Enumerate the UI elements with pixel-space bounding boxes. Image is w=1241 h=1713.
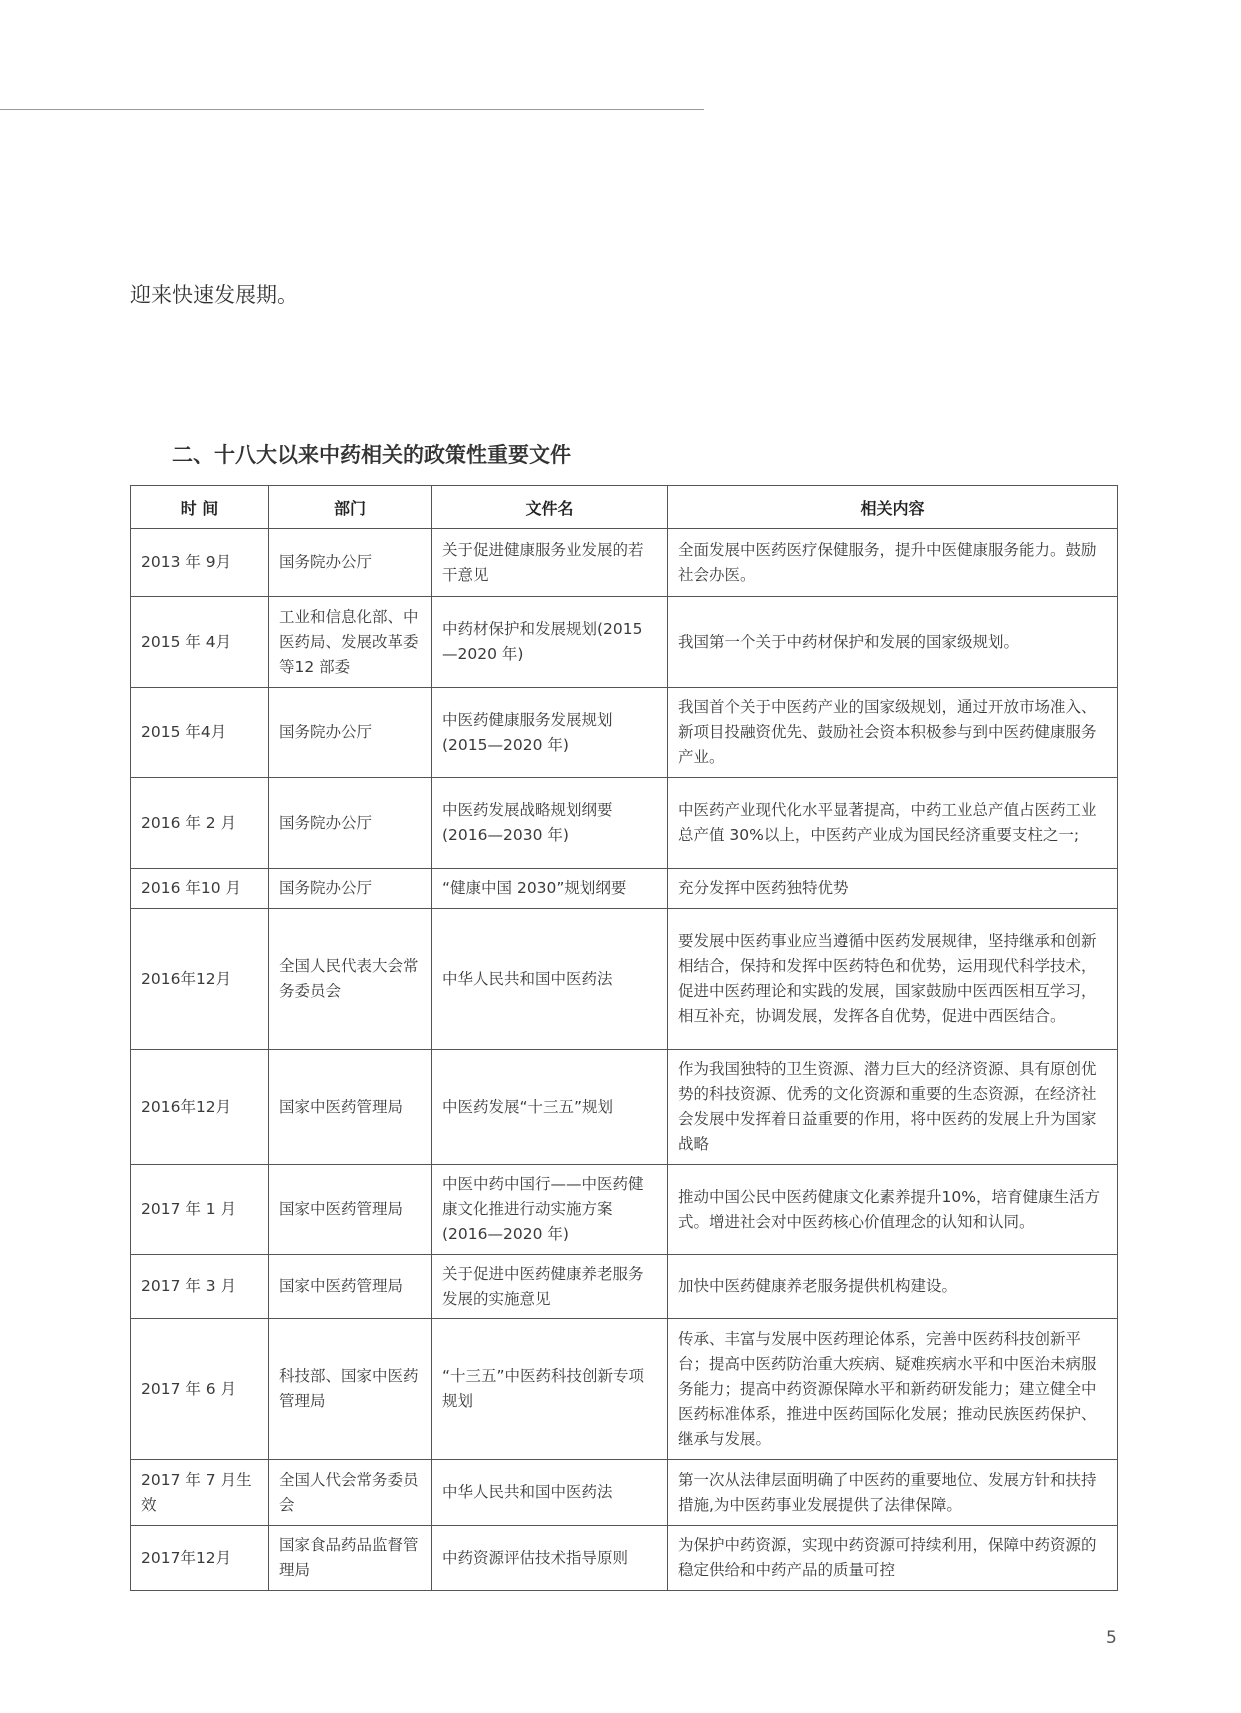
cell-department: 国务院办公厅 (269, 869, 432, 909)
table-row (131, 529, 1118, 597)
cell-document: “健康中国 2030”规划纲要 (432, 869, 668, 909)
cell-content: 我国首个关于中医药产业的国家级规划，通过开放市场准入、新项目投融资优先、鼓励社会资本积极参与到中医药健康服务产业。 (668, 688, 1118, 778)
cell-document: 中华人民共和国中医药法 (432, 1460, 668, 1526)
lead-paragraph: 迎来快速发展期。 (130, 283, 298, 307)
cell-department: 工业和信息化部、中医药局、发展改革委等12 部委 (269, 597, 432, 688)
cell-time: 2016 年10 月 (131, 869, 269, 909)
cell-department: 国务院办公厅 (269, 529, 432, 597)
policy-table (130, 485, 1118, 1591)
header-rule (0, 109, 704, 110)
cell-document: 中医中药中国行——中医药健康文化推进行动实施方案(2016—2020 年) (432, 1165, 668, 1255)
cell-department: 国家中医药管理局 (269, 1255, 432, 1319)
cell-document: 中华人民共和国中医药法 (432, 909, 668, 1050)
cell-time: 2016年12月 (131, 909, 269, 1050)
cell-department: 全国人民代表大会常务委员会 (269, 909, 432, 1050)
cell-time: 2017 年 7 月生效 (131, 1460, 269, 1526)
cell-document: 中药材保护和发展规划(2015—2020 年) (432, 597, 668, 688)
cell-department: 国家中医药管理局 (269, 1050, 432, 1165)
cell-department: 国家食品药品监督管理局 (269, 1526, 432, 1591)
cell-content: 加快中医药健康养老服务提供机构建设。 (668, 1255, 1118, 1319)
table-row (131, 1460, 1118, 1526)
section-title: 二、十八大以来中药相关的政策性重要文件 (172, 443, 571, 467)
table-row (131, 1165, 1118, 1255)
table-row (131, 688, 1118, 778)
cell-department: 国务院办公厅 (269, 688, 432, 778)
cell-content: 充分发挥中医药独特优势 (668, 869, 1118, 909)
table-row (131, 1255, 1118, 1319)
cell-time: 2015 年4月 (131, 688, 269, 778)
cell-content: 第一次从法律层面明确了中医药的重要地位、发展方针和扶持措施,为中医药事业发展提供了法律保障。 (668, 1460, 1118, 1526)
table-row (131, 1319, 1118, 1460)
table-row (131, 778, 1118, 869)
table-row (131, 597, 1118, 688)
cell-content: 作为我国独特的卫生资源、潜力巨大的经济资源、具有原创优势的科技资源、优秀的文化资源和重要的生态资源，在经济社会发展中发挥着日益重要的作用，将中医药的发展上升为国家战略 (668, 1050, 1118, 1165)
cell-document: “十三五”中医药科技创新专项规划 (432, 1319, 668, 1460)
header-document: 文件名 (432, 486, 668, 529)
cell-document: 中医药发展战略规划纲要(2016—2030 年) (432, 778, 668, 869)
cell-content: 推动中国公民中医药健康文化素养提升10%，培育健康生活方式。增进社会对中医药核心价值理念的认知和认同。 (668, 1165, 1118, 1255)
cell-time: 2013 年 9月 (131, 529, 269, 597)
cell-department: 国务院办公厅 (269, 778, 432, 869)
cell-time: 2015 年 4月 (131, 597, 269, 688)
cell-content: 要发展中医药事业应当遵循中医药发展规律，坚持继承和创新相结合，保持和发挥中医药特色和优势，运用现代科学技术，促进中医药理论和实践的发展，国家鼓励中医西医相互学习，相互补充，协调发展，发挥各自优势，促进中西医结合。 (668, 909, 1118, 1050)
header-content: 相关内容 (668, 486, 1118, 529)
cell-time: 2016 年 2 月 (131, 778, 269, 869)
cell-content: 为保护中药资源，实现中药资源可持续利用，保障中药资源的稳定供给和中药产品的质量可控 (668, 1526, 1118, 1591)
cell-time: 2017年12月 (131, 1526, 269, 1591)
cell-document: 关于促进中医药健康养老服务发展的实施意见 (432, 1255, 668, 1319)
table-row (131, 1050, 1118, 1165)
cell-document: 中医药发展“十三五”规划 (432, 1050, 668, 1165)
table-row (131, 909, 1118, 1050)
cell-time: 2017 年 1 月 (131, 1165, 269, 1255)
cell-time: 2017 年 6 月 (131, 1319, 269, 1460)
header-department: 部门 (269, 486, 432, 529)
cell-content: 传承、丰富与发展中医药理论体系，完善中医药科技创新平台；提高中医药防治重大疾病、疑难疾病水平和中医治未病服务能力；提高中药资源保障水平和新药研发能力；建立健全中医药标准体系，推进中医药国际化发展；推动民族医药保护、继承与发展。 (668, 1319, 1118, 1460)
cell-document: 中药资源评估技术指导原则 (432, 1526, 668, 1591)
page-number: 5 (1106, 1628, 1117, 1648)
cell-time: 2016年12月 (131, 1050, 269, 1165)
cell-department: 全国人代会常务委员会 (269, 1460, 432, 1526)
cell-time: 2017 年 3 月 (131, 1255, 269, 1319)
table-row (131, 1526, 1118, 1591)
cell-content: 我国第一个关于中药材保护和发展的国家级规划。 (668, 597, 1118, 688)
table-header-row (131, 486, 1118, 529)
cell-content: 中医药产业现代化水平显著提高，中药工业总产值占医药工业总产值 30%以上，中医药产业成为国民经济重要支柱之一; (668, 778, 1118, 869)
table-row (131, 869, 1118, 909)
cell-document: 关于促进健康服务业发展的若干意见 (432, 529, 668, 597)
header-time: 时 间 (131, 486, 269, 529)
cell-content: 全面发展中医药医疗保健服务，提升中医健康服务能力。鼓励社会办医。 (668, 529, 1118, 597)
cell-department: 科技部、国家中医药管理局 (269, 1319, 432, 1460)
cell-department: 国家中医药管理局 (269, 1165, 432, 1255)
cell-document: 中医药健康服务发展规划(2015—2020 年) (432, 688, 668, 778)
